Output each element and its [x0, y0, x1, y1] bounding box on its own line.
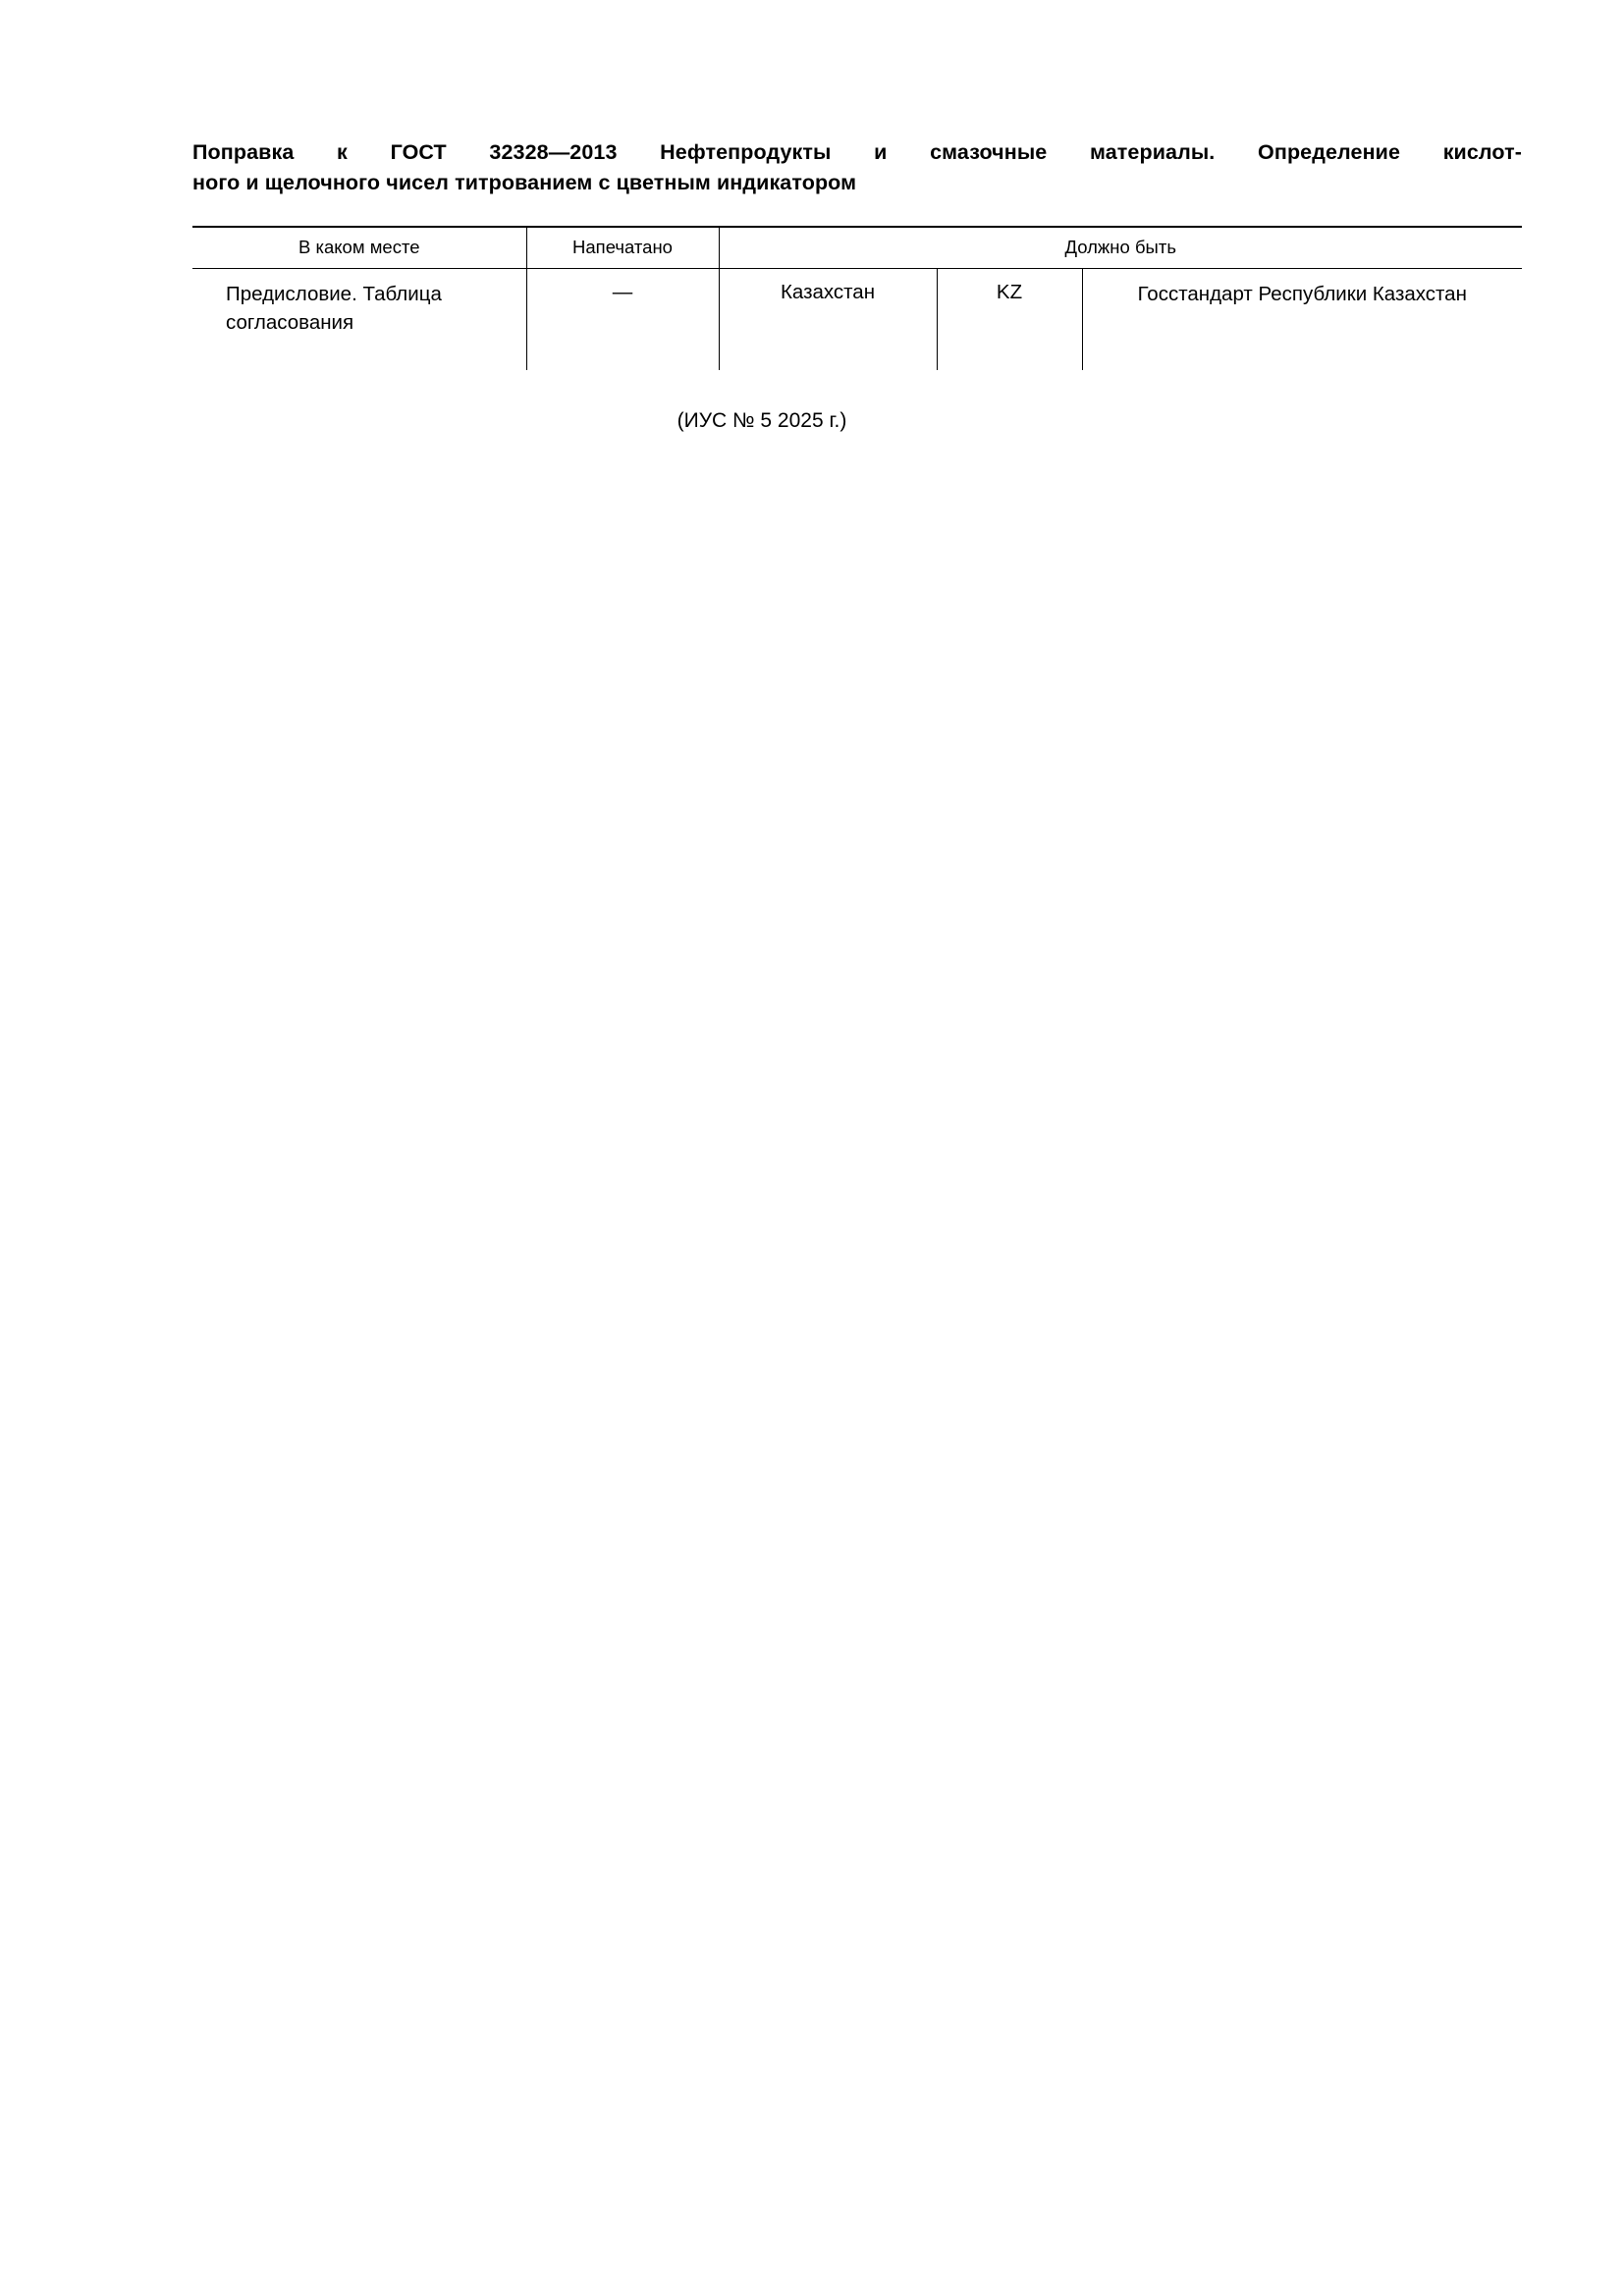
column-header-printed: Напечатано — [526, 228, 719, 269]
column-header-where: В каком месте — [192, 228, 526, 269]
page-content — [192, 137, 1526, 433]
column-header-should-be: Должно быть — [719, 228, 1522, 269]
cell-should-be-country: Казахстан — [719, 269, 937, 370]
ius-footer-note: (ИУС № 5 2025 г.) — [677, 408, 847, 432]
cell-should-be-code: KZ — [937, 269, 1082, 370]
corrections-table — [192, 226, 1522, 370]
cell-where: Предисловие. Таблица согласования — [226, 283, 442, 334]
page-title-line-2: ного и щелочного чисел титрованием с цветным индикатором — [192, 171, 857, 195]
page-title-line-1: Поправка к ГОСТ 32328—2013 Нефтепродукты и смазочные материалы. Определение кислот- — [192, 140, 1522, 164]
cell-printed: — — [526, 269, 719, 370]
corrections-table-head — [192, 227, 1522, 269]
page-title — [192, 137, 1522, 198]
corrections-table-body — [192, 269, 1522, 370]
cell-should-be-body: Госстандарт Республики Казахстан — [1082, 269, 1522, 370]
table-header-row — [192, 228, 1522, 269]
table-row — [192, 269, 1522, 370]
